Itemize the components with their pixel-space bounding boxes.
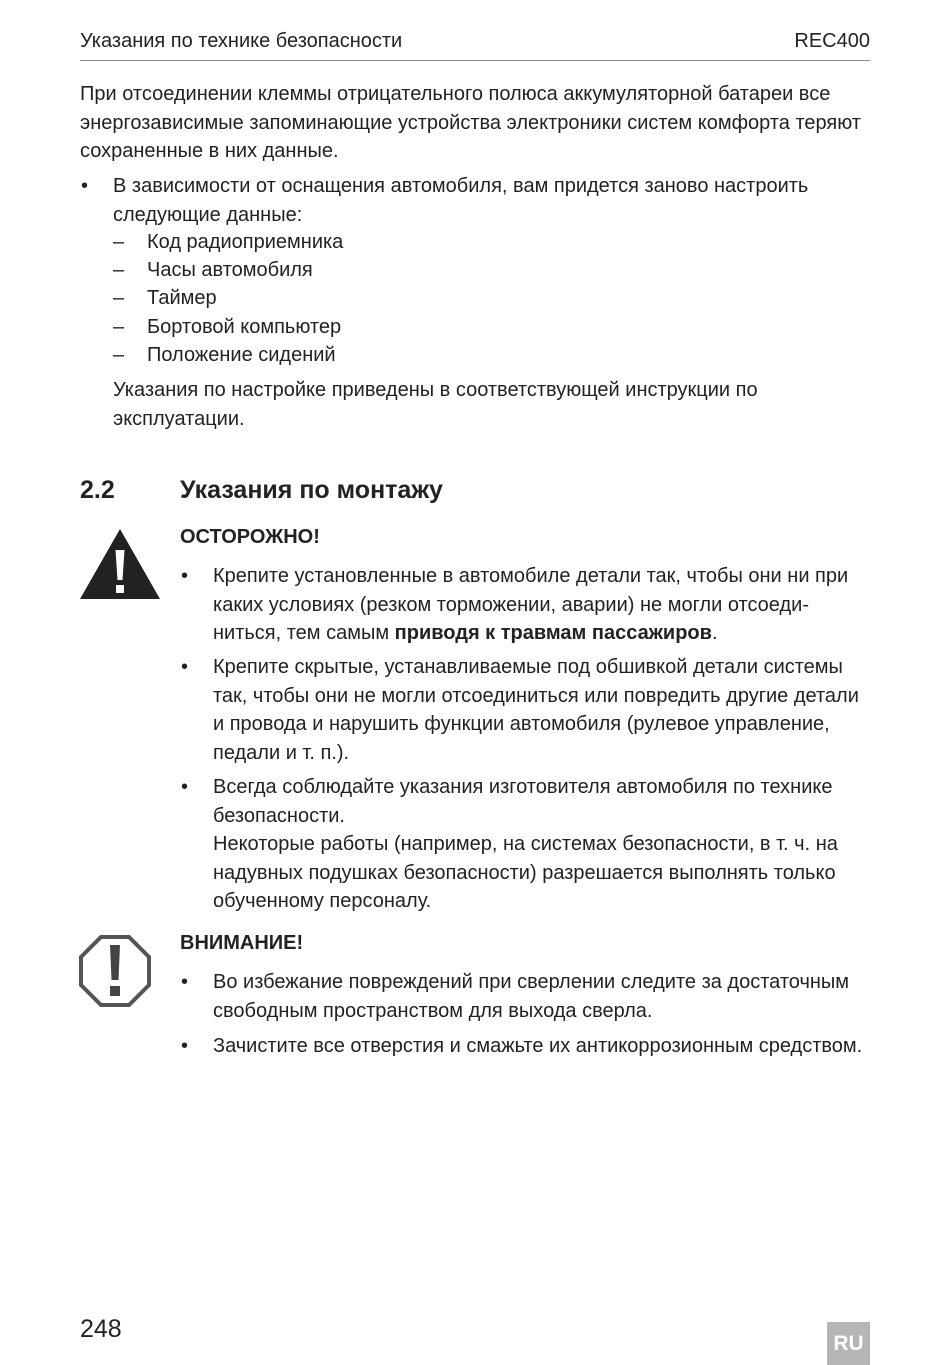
notice-label: ВНИМАНИЕ! xyxy=(180,932,304,954)
caution-item: • Крепите скрытые, устанавливаемые под обшивкой детали системы так, чтобы они не могли отсоединиться или повредить другие детали и провода и нарушить функции автомобиля (рулевое управление, педали и т. п.). xyxy=(181,656,859,764)
language-badge: RU xyxy=(827,1322,870,1365)
caution-item: • Крепите установленные в автомобиле детали так, чтобы они ни при каких условиях (резком торможении, аварии) не могли отсоеди-ниться, тем самым приводя к травмам пассажиров. xyxy=(181,565,849,644)
notice-item: • Во избежание повреждений при сверлении следите за достаточным свободным пространством для выхода сверла. xyxy=(181,971,850,1022)
header-model: REC400 xyxy=(794,30,870,52)
caution-item: • Всегда соблюдайте указания изготовителя автомобиля по технике безопасности. Некоторые работы (например, на системах безопасности, в т. ч. на надувных подушках безопасности) разрешается выполнять только обученному персоналу. xyxy=(181,776,838,912)
section-title: Указания по монтажу xyxy=(180,476,443,504)
intro-paragraph: При отсоединении клеммы отрицательного полюса аккумуляторной батареи все энергозависимые запоминающие устройства электроники систем комфорта теряют сохраненные в них данные. xyxy=(80,83,861,162)
running-header xyxy=(80,28,870,61)
reset-list-lead: • В зависимости от оснащения автомобиля, вам придется заново настроить следующие данные: xyxy=(113,172,873,229)
notice-item: • Зачистите все отверстия и смажьте их антикоррозионным средством. xyxy=(181,1035,863,1057)
caution-label: ОСТОРОЖНО! xyxy=(180,526,320,548)
section-number: 2.2 xyxy=(80,476,115,504)
warning-triangle-icon xyxy=(79,528,161,600)
bullet: • xyxy=(81,175,89,197)
injury-warning-emphasis: приводя к травмам пассажиров xyxy=(394,622,712,644)
exclamation-octagon-icon xyxy=(79,935,151,1007)
settings-note: Указания по настройке приведены в соответствующей инструкции по эксплуатации. xyxy=(113,379,758,430)
page-number: 248 xyxy=(80,1315,122,1343)
header-section-title: Указания по технике безопасности xyxy=(80,30,403,52)
